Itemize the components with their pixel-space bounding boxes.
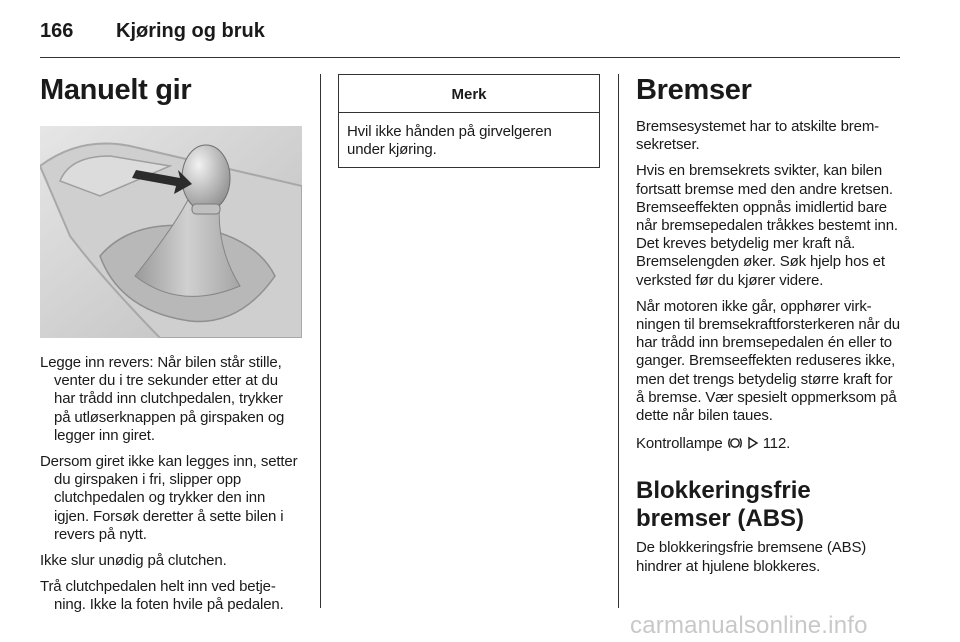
note-box xyxy=(338,74,600,168)
page-reference-arrow-icon xyxy=(747,436,759,455)
gear-shift-illustration xyxy=(40,126,302,338)
control-lamp-label: Kontrollampe xyxy=(636,435,723,453)
control-lamp-reference[interactable]: 112. xyxy=(762,435,791,453)
paragraph-engine-off: Når motoren ikke går, opphører virkningen til bremsekraftforsterkeren når du har trådd inn bremsepedalen én eller to ganger. Bremseeffekten reduseres ikke, men det trengs betydelig større kraft for å bremse. Vær spesielt oppmerksom på dette når bilen taues. xyxy=(636,297,900,425)
brake-warning-icon xyxy=(727,436,743,455)
gear-shift-image xyxy=(40,126,302,338)
page-header xyxy=(40,20,900,60)
column-divider-2 xyxy=(618,74,619,608)
column-note xyxy=(338,74,600,168)
note-text: Hvil ikke hånden på girvelgeren under kjøring. xyxy=(347,123,552,159)
note-body xyxy=(339,113,599,167)
column-brakes xyxy=(636,74,902,584)
header-divider xyxy=(40,57,900,58)
paragraph-abs: De blokkeringsfrie bremsene (ABS) hindrer at hjulene blokkeres. xyxy=(636,539,867,575)
paragraph-circuit-failure: Hvis en bremsekrets svikter, kan bilen fortsatt bremse med den andre kretsen. Bremseeffekten oppnås imidlertid bare når bremsepedalen tråkkes bestemt inn. Det kreves betydelig mer kraft nå. Bremselengden øker. Søk hjelp hos et verksted før du kjører videre. xyxy=(636,162,898,289)
section-heading-abs: Blokkeringsfrie bremser (ABS) xyxy=(636,477,811,533)
watermark: carmanualsonline.info xyxy=(630,612,868,639)
section-heading-brakes: Bremser xyxy=(636,74,752,106)
paragraph-reverse: Legge inn revers: Når bilen står stille, venter du i tre sekunder etter at du har trådd inn clutchpedalen, trykker på utløserknappen på girspaken og legger inn giret. xyxy=(40,354,285,444)
column-manual-gear xyxy=(40,74,302,623)
paragraph-reverse-retry: Dersom giret ikke kan legges inn, setter du girspaken i fri, slipper opp clutchpedalen og trykker den inn igjen. Forsøk deretter å sette bilen i revers på nytt. xyxy=(40,453,298,543)
paragraph-control-lamp xyxy=(636,435,902,455)
chapter-title: Kjøring og bruk xyxy=(116,20,265,42)
paragraph-brake-circuits: Bremsesystemet har to atskilte bremsekretser. xyxy=(636,118,880,154)
paragraph-clutch-press: Trå clutchpedalen helt inn ved betjening. Ikke la foten hvile på pedalen. xyxy=(40,578,284,614)
section-heading-manual-gear: Manuelt gir xyxy=(40,74,192,106)
note-title: Merk xyxy=(339,75,599,113)
column-divider-1 xyxy=(320,74,321,608)
paragraph-clutch-slip: Ikke slur unødig på clutchen. xyxy=(40,552,227,570)
page-number: 166 xyxy=(40,20,74,42)
